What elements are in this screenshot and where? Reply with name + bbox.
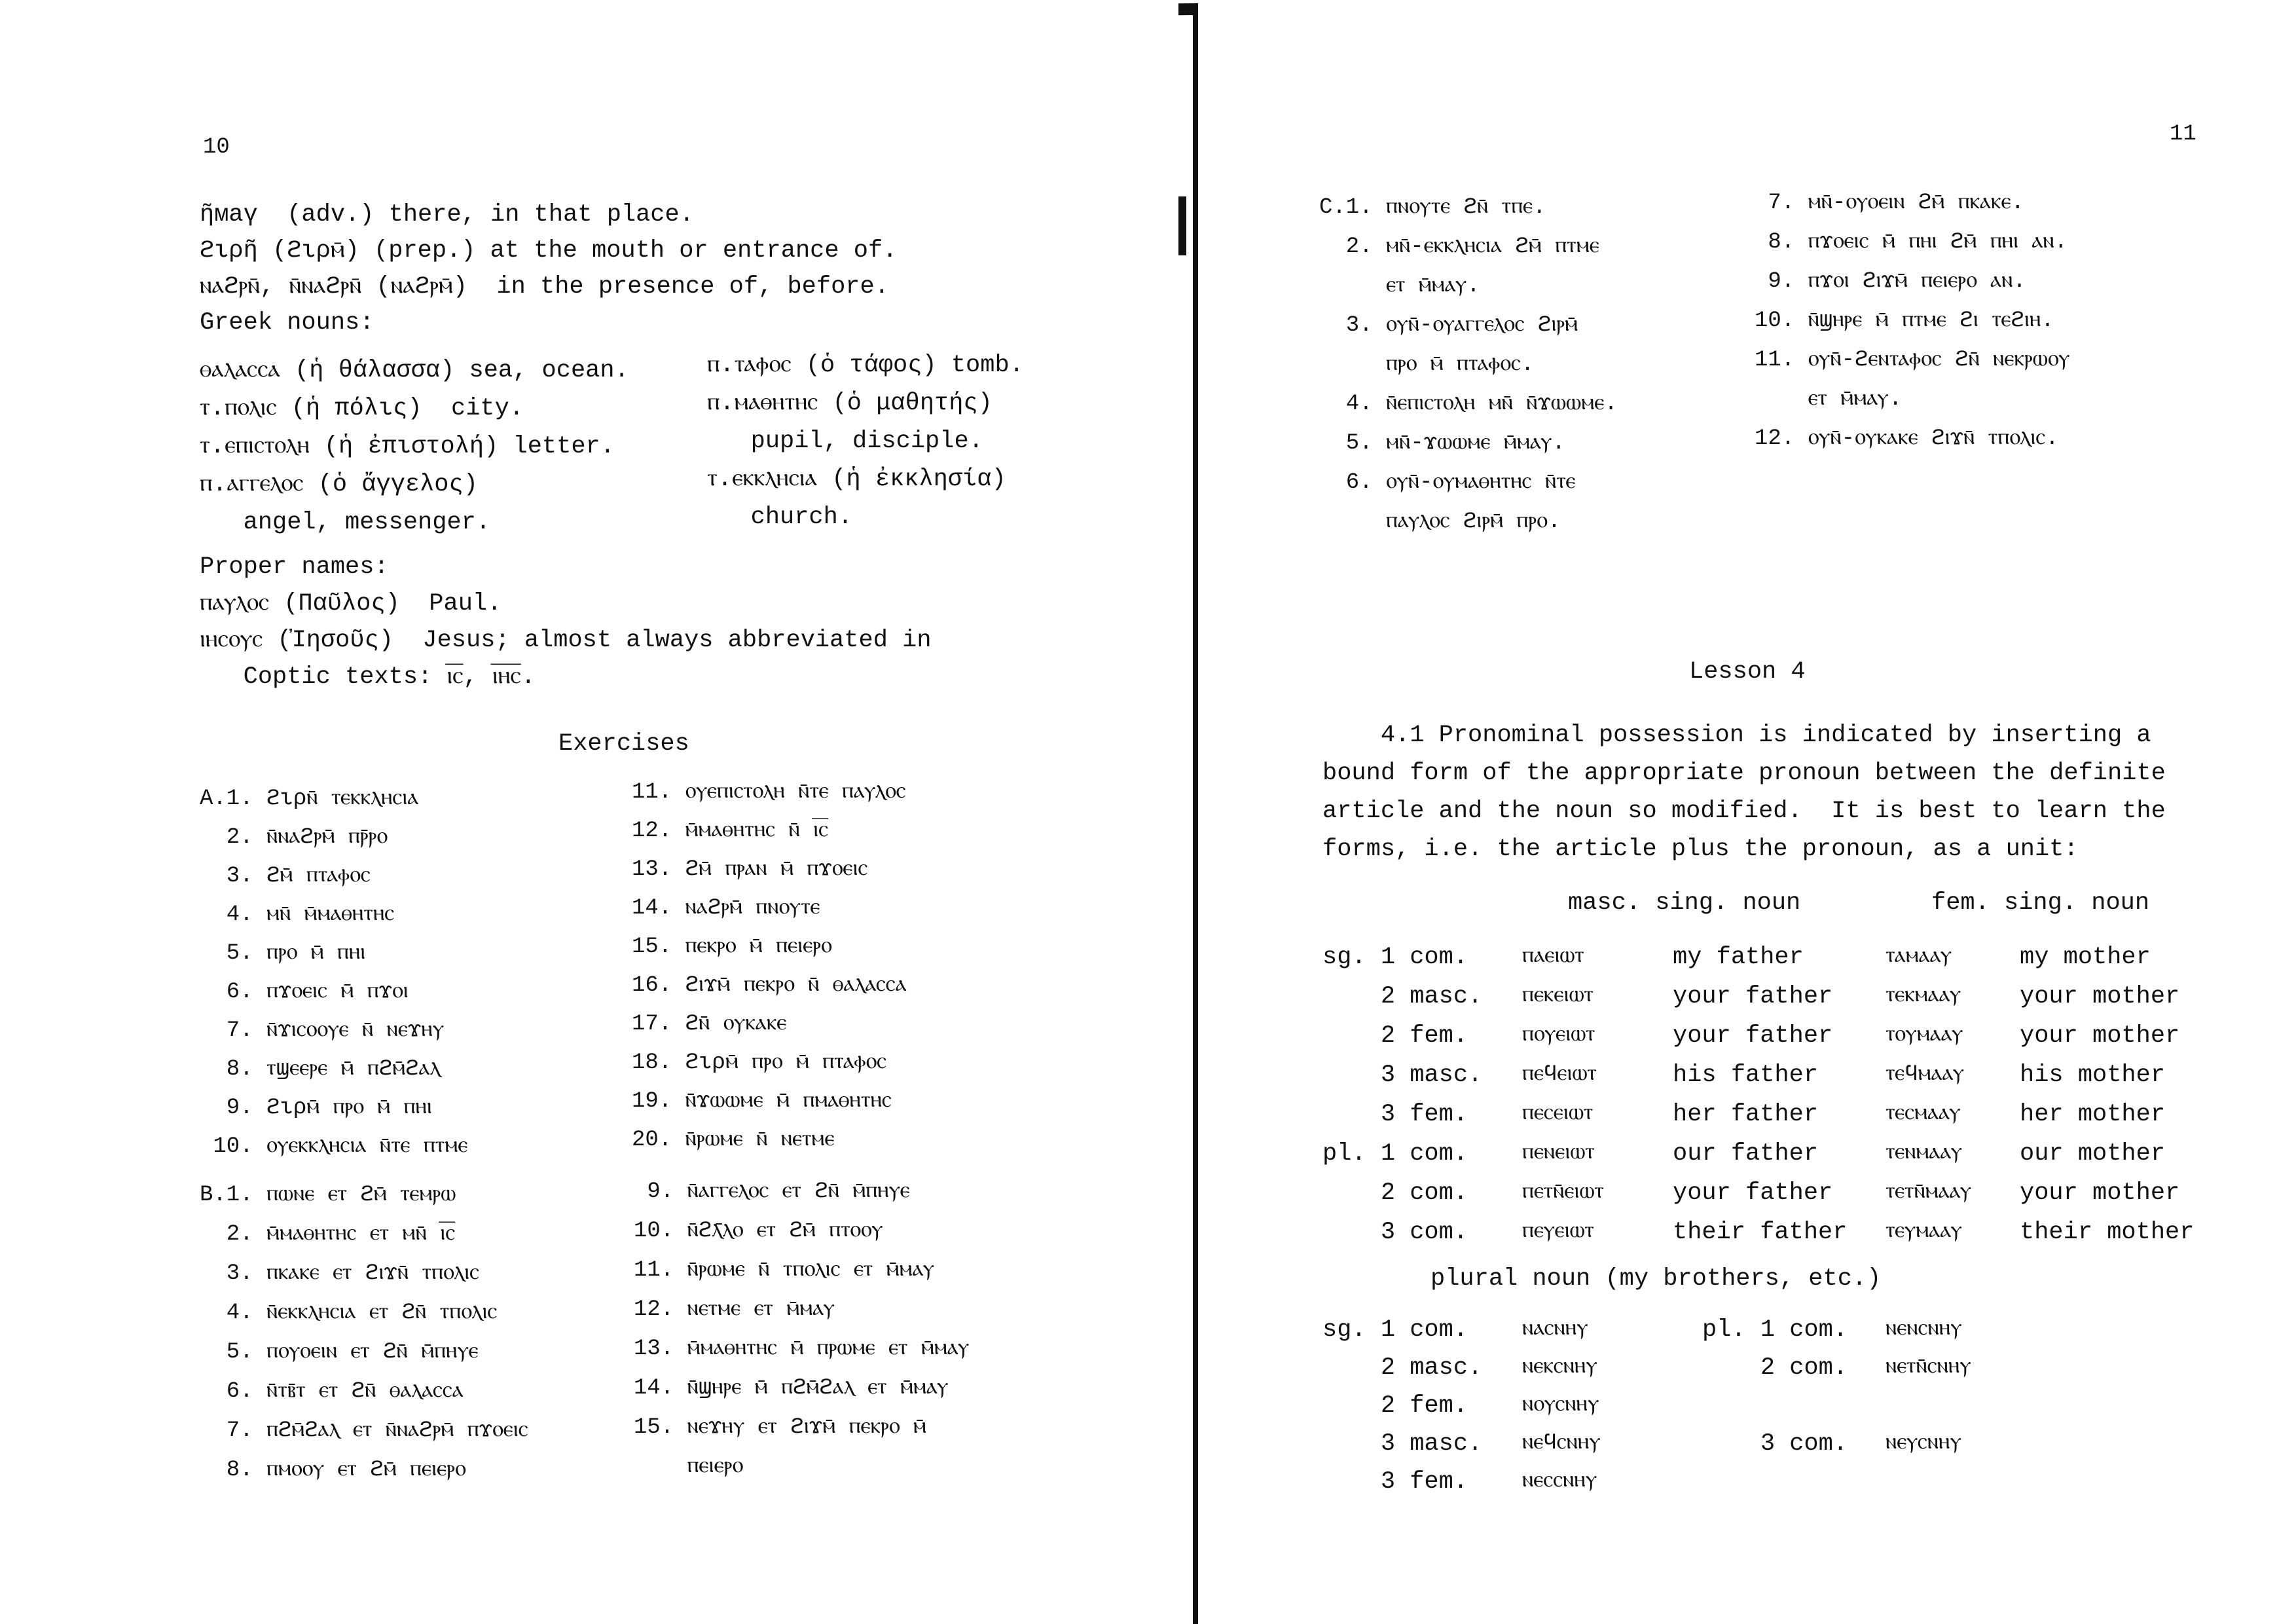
proper-name-line: Coptic texts: ⲓ̅ⲥ̅, ⲓ̅ⲏ̅ⲥ̅. bbox=[200, 663, 536, 691]
exercise-item: 2. ⲙ̄ⲙⲁⲑⲏⲧⲏⲥ ⲉⲧ ⲙⲛ̄ ⲓ̅ⲥ̅ bbox=[200, 1222, 456, 1247]
masc-form: ⲡⲉϥⲉⲓⲱⲧ bbox=[1522, 1062, 1597, 1087]
masc-gloss: your father bbox=[1673, 983, 1833, 1010]
exercise-item: 14. ⲛⲁϩⲣⲙ̄ ⲡⲛⲟⲩⲧⲉ bbox=[632, 896, 820, 921]
fem-form: ⲧⲉⲧⲛ̄ⲙⲁⲁⲩ bbox=[1886, 1180, 1972, 1205]
exercise-item: 7. ⲛ̄ϫⲓⲥⲟⲟⲩⲉ ⲛ̄ ⲛⲉϫⲏⲩ bbox=[200, 1018, 445, 1043]
exercise-item: 9. ⲛ̄ⲁⲅⲅⲉⲗⲟⲥ ⲉⲧ ϩⲛ̄ ⲙ̄ⲡⲏⲩⲉ bbox=[634, 1179, 910, 1204]
fem-gloss: your mother bbox=[2020, 983, 2180, 1010]
fem-gloss: your mother bbox=[2020, 1179, 2180, 1207]
greek-noun-line: ⲧ.ⲉⲕⲕⲗⲏⲥⲓⲁ (ἡ ἐκκλησία) bbox=[707, 466, 1006, 493]
masc-gloss: his father bbox=[1673, 1061, 1819, 1089]
exercise-item: 20. ⲛ̄ⲣⲱⲙⲉ ⲛ̄ ⲛⲉⲧⲙⲉ bbox=[632, 1128, 835, 1153]
exercise-item: 11. ⲟⲩⲛ̄-ϩⲉⲛⲧⲁⲫⲟⲥ ϩⲛ̄ ⲛⲉⲕⲣⲱⲟⲩ bbox=[1755, 348, 2070, 373]
vocab-line: ⲛⲁϩⲣⲛ̄, ⲛ̄ⲛⲁϩⲣⲛ̄ (ⲛⲁϩⲣⲙ̄) in the presence of, before. bbox=[200, 273, 889, 301]
fem-gloss: our mother bbox=[2020, 1140, 2166, 1168]
fem-gloss: her mother bbox=[2020, 1101, 2166, 1128]
greek-noun-line: ⲡ.ⲙⲁⲑⲏⲧⲏⲥ (ὁ μαθητής) bbox=[707, 390, 993, 417]
exercise-item: 17. ϩⲛ̄ ⲟⲩⲕⲁⲕⲉ bbox=[632, 1012, 787, 1037]
exercise-item: ⲉⲧ ⲙ̄ⲙⲁⲩ. bbox=[1319, 274, 1480, 299]
exercise-item: 19. ⲛ̄ϫⲱⲱⲙⲉ ⲙ̄ ⲡⲙⲁⲑⲏⲧⲏⲥ bbox=[632, 1089, 892, 1114]
greek-noun-line: ⲡ.ⲧⲁⲫⲟⲥ (ὁ τάφος) tomb. bbox=[707, 352, 1024, 379]
exercise-item: 10. ⲟⲩⲉⲕⲕⲗⲏⲥⲓⲁ ⲛ̄ⲧⲉ ⲡⲧⲙⲉ bbox=[200, 1134, 468, 1159]
masc-form: ⲡⲁⲉⲓⲱⲧ bbox=[1522, 944, 1584, 969]
exercise-item: 6. ⲟⲩⲛ̄-ⲟⲩⲙⲁⲑⲏⲧⲏⲥ ⲛ̄ⲧⲉ bbox=[1319, 470, 1576, 495]
exercise-item: 9. ⲡϫⲟⲓ ϩⲓϫⲙ̄ ⲡⲉⲓⲉⲣⲟ ⲁⲛ. bbox=[1755, 269, 2026, 294]
masc-form: ⲡⲟⲩⲉⲓⲱⲧ bbox=[1522, 1023, 1595, 1048]
proper-name-line: Proper names: bbox=[200, 553, 389, 581]
exercise-item: 5. ⲡⲣⲟ ⲙ̄ ⲡⲏⲓ bbox=[200, 941, 366, 966]
plural-form: ⲛⲟⲩⲥⲛⲏⲩ bbox=[1522, 1393, 1599, 1418]
exercise-item: C.1. ⲡⲛⲟⲩⲧⲉ ϩⲛ̄ ⲧⲡⲉ. bbox=[1319, 195, 1546, 220]
person-label: 2 masc. bbox=[1322, 1354, 1483, 1382]
page-number: 10 bbox=[203, 135, 230, 160]
greek-noun-line: ⲧ.ⲡⲟⲗⲓⲥ (ἡ πόλις) city. bbox=[200, 395, 524, 422]
exercise-item: 8. ⲡϫⲟⲉⲓⲥ ⲙ̄ ⲡⲏⲓ ϩⲙ̄ ⲡⲏⲓ ⲁⲛ. bbox=[1755, 230, 2068, 255]
plural-form: ⲛⲉⲕⲥⲛⲏⲩ bbox=[1522, 1355, 1597, 1380]
greek-noun-line: ⲧ.ⲉⲡⲓⲥⲧⲟⲗⲏ (ἡ ἐπιστολή) letter. bbox=[200, 433, 615, 460]
exercise-item: 5. ⲡⲟⲩⲟⲉⲓⲛ ⲉⲧ ϩⲛ̄ ⲙ̄ⲡⲏⲩⲉ bbox=[200, 1340, 479, 1365]
vocab-line: Greek nouns: bbox=[200, 309, 374, 337]
masc-form: ⲡⲉⲩⲉⲓⲱⲧ bbox=[1522, 1219, 1594, 1244]
exercise-item: A.1. ϩιρⲛ̄ ⲧⲉⲕⲕⲗⲏⲥⲓⲁ bbox=[200, 786, 419, 811]
plural-form: ⲛⲉⲥⲥⲛⲏⲩ bbox=[1522, 1469, 1597, 1494]
person-label: sg. 1 com. bbox=[1322, 1316, 1468, 1344]
proper-name-line: ⲡⲁⲩⲗⲟⲥ (Παῦλος) Paul. bbox=[200, 590, 502, 618]
exercise-item: 4. ⲛ̄ⲉⲡⲓⲥⲧⲟⲗⲏ ⲙⲛ̄ ⲛ̄ϫⲱⲱⲙⲉ. bbox=[1319, 392, 1618, 416]
fem-form: ⲧⲉⲥⲙⲁⲁⲩ bbox=[1886, 1101, 1961, 1126]
masc-gloss: their father bbox=[1673, 1219, 1848, 1246]
exercise-item: 6. ⲛ̄ⲧⲃ̄ⲧ ⲉⲧ ϩⲛ̄ ⲑⲁⲗⲁⲥⲥⲁ bbox=[200, 1379, 464, 1404]
table-header-fem: fem. sing. noun bbox=[1931, 889, 2150, 917]
fem-form: ⲧⲉϥⲙⲁⲁⲩ bbox=[1886, 1062, 1965, 1087]
exercise-item: 3. ϩⲙ̄ ⲡⲧⲁⲫⲟⲥ bbox=[200, 864, 371, 889]
exercise-item: ⲡⲣⲟ ⲙ̄ ⲡⲧⲁⲫⲟⲥ. bbox=[1319, 352, 1535, 377]
exercise-item: ⲡⲁⲩⲗⲟⲥ ϩⲓⲣⲙ̄ ⲡⲣⲟ. bbox=[1319, 509, 1561, 534]
plural-form: ⲛⲁⲥⲛⲏⲩ bbox=[1522, 1317, 1588, 1342]
person-label: sg. 1 com. bbox=[1322, 944, 1468, 971]
masc-gloss: her father bbox=[1673, 1101, 1819, 1128]
person-label: pl. 1 com. bbox=[1702, 1316, 1848, 1344]
proper-name-line: ⲓⲏⲥⲟⲩⲥ (Ἰησοῦς) Jesus; almost always abbreviated in bbox=[200, 627, 932, 654]
person-label: 3 fem. bbox=[1322, 1468, 1468, 1496]
greek-noun-line: ⲑⲁⲗⲁⲥⲥⲁ (ἡ θάλασσα) sea, ocean. bbox=[200, 357, 629, 384]
paragraph-line: 4.1 Pronominal possession is indicated by inserting a bbox=[1322, 722, 2151, 749]
exercise-item: 12. ⲙ̄ⲙⲁⲑⲏⲧⲏⲥ ⲛ̄ ⲓ̅ⲥ̅ bbox=[632, 819, 829, 843]
person-label: pl. 1 com. bbox=[1322, 1140, 1468, 1168]
page-number: 11 bbox=[2170, 122, 2196, 147]
exercise-item: 8. ⲧϣⲉⲉⲣⲉ ⲙ̄ ⲡϩⲙ̄ϩⲁⲗ bbox=[200, 1057, 441, 1082]
greek-noun-line: angel, messenger. bbox=[200, 509, 491, 536]
vocab-line: ῆмаү (adv.) there, in that place. bbox=[200, 201, 694, 229]
lesson-heading: Lesson 4 bbox=[1689, 658, 1806, 686]
exercise-item: 4. ⲙⲛ̄ ⲙ̄ⲙⲁⲑⲏⲧⲏⲥ bbox=[200, 902, 395, 927]
right-page bbox=[1198, 0, 2296, 1624]
fem-gloss: their mother bbox=[2020, 1219, 2195, 1246]
person-label: 3 masc. bbox=[1322, 1061, 1483, 1089]
exercise-item: 8. ⲡⲙⲟⲟⲩ ⲉⲧ ϩⲙ̄ ⲡⲉⲓⲉⲣⲟ bbox=[200, 1458, 466, 1483]
fem-gloss: his mother bbox=[2020, 1061, 2166, 1089]
paragraph-line: forms, i.e. the article plus the pronoun, as a unit: bbox=[1322, 836, 2079, 863]
plural-form: ⲛⲉⲧⲛ̄ⲥⲛⲏⲩ bbox=[1886, 1355, 1971, 1380]
masc-form: ⲡⲉⲕⲉⲓⲱⲧ bbox=[1522, 984, 1594, 1008]
exercise-item: 11. ⲟⲩⲉⲡⲓⲥⲧⲟⲗⲏ ⲛ̄ⲧⲉ ⲡⲁⲩⲗⲟⲥ bbox=[632, 780, 906, 805]
person-label: 3 com. bbox=[1322, 1219, 1468, 1246]
exercise-item: 2. ⲛ̄ⲛⲁϩⲣⲙ̄ ⲡⲣ̄ⲣⲟ bbox=[200, 825, 388, 850]
fem-form: ⲧⲉⲩⲙⲁⲁⲩ bbox=[1886, 1219, 1962, 1244]
exercise-item: ⲡⲉⲓⲉⲣⲟ bbox=[634, 1454, 744, 1479]
exercise-item: 7. ⲡϩⲙ̄ϩⲁⲗ ⲉⲧ ⲛ̄ⲛⲁϩⲣⲙ̄ ⲡϫⲟⲉⲓⲥ bbox=[200, 1418, 528, 1443]
exercise-item: 16. ϩⲓϫⲙ̄ ⲡⲉⲕⲣⲟ ⲛ̄ ⲑⲁⲗⲁⲥⲥⲁ bbox=[632, 973, 907, 998]
exercise-item: 12. ⲟⲩⲛ̄-ⲟⲩⲕⲁⲕⲉ ϩⲓϫⲛ̄ ⲧⲡⲟⲗⲓⲥ. bbox=[1755, 426, 2059, 451]
exercise-item: 13. ⲙ̄ⲙⲁⲑⲏⲧⲏⲥ ⲙ̄ ⲡⲣⲱⲙⲉ ⲉⲧ ⲙ̄ⲙⲁⲩ bbox=[634, 1337, 970, 1361]
masc-gloss: your father bbox=[1673, 1022, 1833, 1050]
person-label: 2 fem. bbox=[1322, 1392, 1468, 1420]
greek-noun-line: pupil, disciple. bbox=[707, 428, 983, 455]
exercise-item: 10. ⲛ̄ϣⲏⲣⲉ ⲙ̄ ⲡⲧⲙⲉ ϩⲓ ⲧⲉϩⲓⲏ. bbox=[1755, 308, 2054, 333]
plural-form: ⲛⲉⲩⲥⲛⲏⲩ bbox=[1886, 1431, 1961, 1456]
fem-gloss: your mother bbox=[2020, 1022, 2180, 1050]
fem-form: ⲧⲟⲩⲙⲁⲁⲩ bbox=[1886, 1023, 1963, 1048]
exercise-item: 10. ⲛ̄ϩⲗ̄ⲗⲟ ⲉⲧ ϩⲙ̄ ⲡⲧⲟⲟⲩ bbox=[634, 1219, 883, 1244]
person-label: 3 com. bbox=[1702, 1430, 1848, 1458]
person-label: 2 com. bbox=[1702, 1354, 1848, 1382]
masc-form: ⲡⲉⲥⲉⲓⲱⲧ bbox=[1522, 1101, 1594, 1126]
masc-gloss: your father bbox=[1673, 1179, 1833, 1207]
exercise-item: 13. ϩⲙ̄ ⲡⲣⲁⲛ ⲙ̄ ⲡϫⲟⲉⲓⲥ bbox=[632, 857, 868, 882]
fem-gloss: my mother bbox=[2020, 944, 2151, 971]
paragraph-line: bound form of the appropriate pronoun between the definite bbox=[1322, 760, 2166, 787]
greek-noun-line: church. bbox=[707, 504, 853, 531]
exercise-item: 15. ⲛⲉϫⲏⲩ ⲉⲧ ϩⲓϫⲙ̄ ⲡⲉⲕⲣⲟ ⲙ̄ bbox=[634, 1415, 926, 1440]
plural-heading: plural noun (my brothers, etc.) bbox=[1430, 1265, 1882, 1293]
exercise-item: 11. ⲛ̄ⲣⲱⲙⲉ ⲛ̄ ⲧⲡⲟⲗⲓⲥ ⲉⲧ ⲙ̄ⲙⲁⲩ bbox=[634, 1258, 935, 1283]
exercise-item: 3. ⲡⲕⲁⲕⲉ ⲉⲧ ϩⲓϫⲛ̄ ⲧⲡⲟⲗⲓⲥ bbox=[200, 1261, 480, 1286]
fem-form: ⲧⲉⲛⲙⲁⲁⲩ bbox=[1886, 1141, 1962, 1166]
plural-form: ⲛⲉⲛⲥⲛⲏⲩ bbox=[1886, 1317, 1962, 1342]
person-label: 2 com. bbox=[1322, 1179, 1468, 1207]
greek-noun-line: ⲡ.ⲁⲅⲅⲉⲗⲟⲥ (ὁ ἄγγελος) bbox=[200, 471, 478, 498]
fem-form: ⲧⲁⲙⲁⲁⲩ bbox=[1886, 944, 1952, 969]
masc-form: ⲡⲉⲧⲛ̄ⲉⲓⲱⲧ bbox=[1522, 1180, 1604, 1205]
masc-gloss: my father bbox=[1673, 944, 1804, 971]
exercise-item: 14. ⲛ̄ϣⲏⲣⲉ ⲙ̄ ⲡϩⲙ̄ϩⲁⲗ ⲉⲧ ⲙ̄ⲙⲁⲩ bbox=[634, 1376, 949, 1401]
fem-form: ⲧⲉⲕⲙⲁⲁⲩ bbox=[1886, 984, 1961, 1008]
paragraph-line: article and the noun so modified. It is best to learn the bbox=[1322, 798, 2166, 825]
masc-form: ⲡⲉⲛⲉⲓⲱⲧ bbox=[1522, 1141, 1595, 1166]
exercise-item: ⲉⲧ ⲙ̄ⲙⲁⲩ. bbox=[1755, 387, 1903, 412]
exercise-item: 15. ⲡⲉⲕⲣⲟ ⲙ̄ ⲡⲉⲓⲉⲣⲟ bbox=[632, 934, 832, 959]
exercise-item: 9. ϩιρⲙ̄ ⲡⲣⲟ ⲙ̄ ⲡⲏⲓ bbox=[200, 1096, 432, 1120]
exercise-item: 4. ⲛ̄ⲉⲕⲕⲗⲏⲥⲓⲁ ⲉⲧ ϩⲛ̄ ⲧⲡⲟⲗⲓⲥ bbox=[200, 1301, 498, 1325]
vocab-line: ϩιρῆ (ϩιρⲙ̄) (prep.) at the mouth or entrance of. bbox=[200, 237, 898, 265]
person-label: 2 masc. bbox=[1322, 983, 1483, 1010]
person-label: 2 fem. bbox=[1322, 1022, 1468, 1050]
masc-gloss: our father bbox=[1673, 1140, 1819, 1168]
plural-form: ⲛⲉϥⲥⲛⲏⲩ bbox=[1522, 1431, 1601, 1456]
exercise-item: 5. ⲙⲛ̄-ϫⲱⲱⲙⲉ ⲙ̄ⲙⲁⲩ. bbox=[1319, 431, 1565, 456]
person-label: 3 fem. bbox=[1322, 1101, 1468, 1128]
exercises-heading: Exercises bbox=[558, 730, 689, 758]
exercise-item: 6. ⲡϫⲟⲉⲓⲥ ⲙ̄ ⲡϫⲟⲓ bbox=[200, 980, 409, 1005]
exercise-item: 3. ⲟⲩⲛ̄-ⲟⲩⲁⲅⲅⲉⲗⲟⲥ ϩⲓⲣⲙ̄ bbox=[1319, 313, 1578, 338]
exercise-item: 7. ⲙⲛ̄-ⲟⲩⲟⲉⲓⲛ ϩⲙ̄ ⲡⲕⲁⲕⲉ. bbox=[1755, 191, 2024, 215]
exercise-item: B.1. ⲡⲱⲛⲉ ⲉⲧ ϩⲙ̄ ⲧⲉⲙⲣⲱ bbox=[200, 1183, 456, 1208]
table-header-masc: masc. sing. noun bbox=[1568, 889, 1801, 917]
exercise-item: 2. ⲙⲛ̄-ⲉⲕⲕⲗⲏⲥⲓⲁ ϩⲙ̄ ⲡⲧⲙⲉ bbox=[1319, 234, 1599, 259]
exercise-item: 12. ⲛⲉⲧⲙⲉ ⲉⲧ ⲙ̄ⲙⲁⲩ bbox=[634, 1297, 835, 1322]
exercise-item: 18. ϩιρⲙ̄ ⲡⲣⲟ ⲙ̄ ⲡⲧⲁⲫⲟⲥ bbox=[632, 1050, 887, 1075]
person-label: 3 masc. bbox=[1322, 1430, 1483, 1458]
